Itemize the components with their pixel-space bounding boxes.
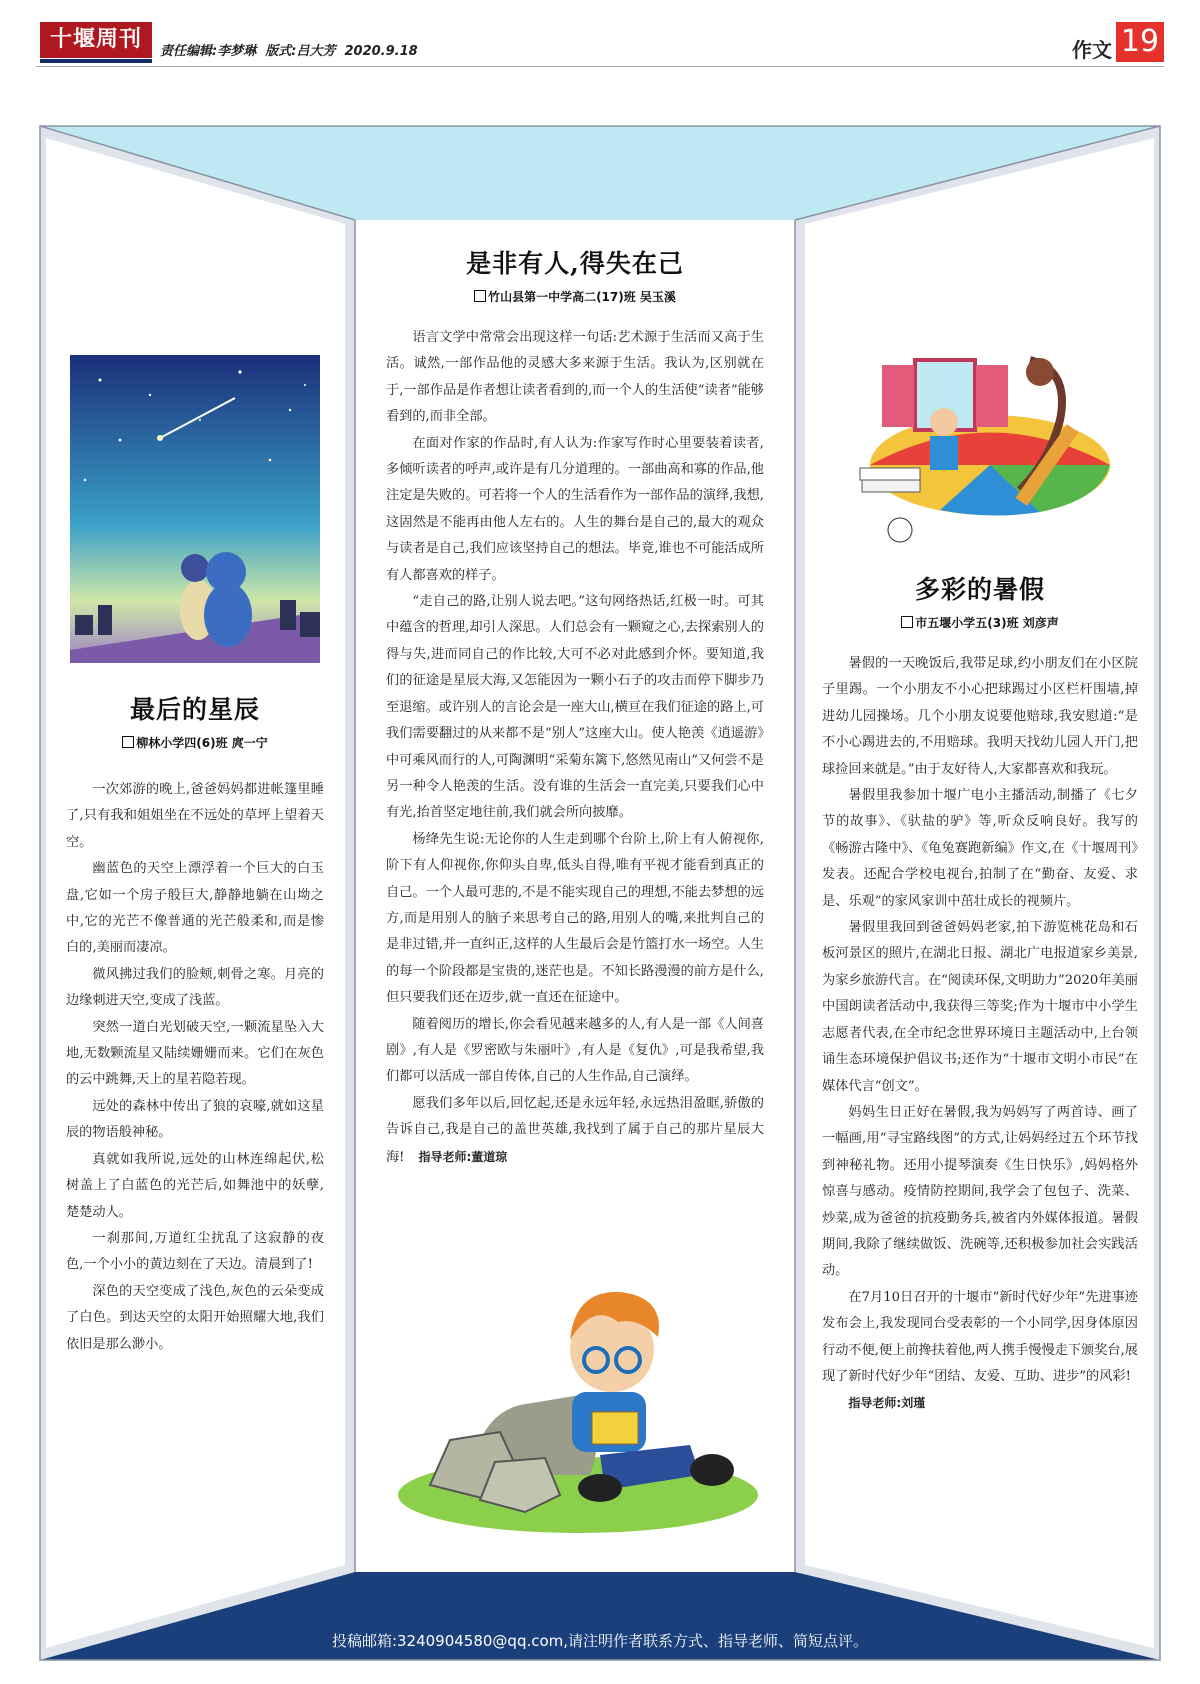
paragraph: 语言文学中常常会出现这样一句话:艺术源于生活而又高于生活。诚然,一部作品他的灵感大多来源于生活。我认为,区别就在于,一部作品是作者想让读者看到的,而一个人的生活使“读者”能够看到的,而非全部。	[386, 330, 764, 425]
byline-box-icon	[122, 736, 134, 748]
paragraph: 暑假里我回到爸爸妈妈老家,拍下游览桃花岛和石板河景区的照片,在湖北日报、湖北广电报道家乡美景,为家乡旅游代言。在“阅读环保,文明助力”2020年美丽中国朗读者活动中,我获得三等奖;作为十堰市中小学生志愿者代表,在全市纪念世界环境日主题活动中,上台领诵生态环境保护倡议书;还作为“十堰市文明小市民”在媒体代言“创文”。	[822, 920, 1138, 1094]
paragraph: 妈妈生日正好在暑假,我为妈妈写了两首诗、画了一幅画,用“寻宝路线图”的方式,让妈妈经过五个环节找到神秘礼物。还用小提琴演奏《生日快乐》,妈妈格外惊喜与感动。疫情防控期间,我学会了包包子、洗菜、炒菜,成为爸爸的抗疫勤务兵,被省内外媒体报道。暑假期间,我除了继续做饭、洗碗等,还积极参加社会实践活动。	[822, 1104, 1138, 1279]
paragraph: 幽蓝色的天空上漂浮着一个巨大的白玉盘,它如一个房子般巨大,静静地躺在山坳之中,它的光芒不像普通的光芒般柔和,而是惨白的,美丽而凄凉。	[66, 861, 324, 956]
paragraph: 在面对作家的作品时,有人认为:作家写作时心里要装着读者,多倾听读者的呼声,或许是有几分道理的。一部曲高和寡的作品,他注定是失败的。可若将一个人的生活看作为一部作品的演绎,我想,这固然是不能再由他人左右的。人生的舞台是自己的,最大的观众与读者是自己,我们应该坚持自己的想法。毕竟,谁也不可能活成所有人都喜欢的样子。	[386, 435, 764, 583]
section-title: 作文	[1072, 38, 1112, 62]
center-article-body	[386, 325, 764, 1171]
right-article-body	[822, 651, 1138, 1418]
right-article-byline: 市五堰小学五(3)班 刘彦声	[822, 614, 1138, 631]
center-article-byline: 竹山县第一中学高二(17)班 吴玉溪	[386, 288, 764, 305]
starry-night-illustration	[70, 355, 320, 663]
paragraph: 杨绛先生说:无论你的人生走到哪个台阶上,阶上有人俯视你,阶下有人仰视你,你仰头自卑,低头自得,唯有平视才能看到真正的自己。一个人最可悲的,不是不能实现自己的理想,不能去梦想的远方,而是用别人的脑子来思考自己的路,用别人的嘴,来批判自己的是非过错,并一直纠正,这样的人生最后会是竹篮打水一场空。人生的每一个阶段都是宝贵的,迷茫也是。不知长路漫漫的前方是什么,但只要我们还在迈步,就一直还在征途中。	[386, 831, 764, 1006]
left-article	[66, 690, 324, 1358]
paragraph: 暑假的一天晚饭后,我带足球,约小朋友们在小区院子里踢。一个小朋友不小心把球踢过小区栏杆围墙,掉进幼儿园操场。几个小朋友说要他赔球,我安慰道:“是不小心踢进去的,不用赔球。我明天找幼儿园人开门,把球捡回来就是。”由于友好待人,大家都喜欢和我玩。	[822, 656, 1138, 777]
left-article-title: 最后的星辰	[129, 695, 260, 724]
center-teacher: 指导老师:董道琼	[418, 1149, 508, 1164]
paragraph: 远处的森林中传出了狼的哀嚎,就如这星辰的物语般神秘。	[66, 1098, 324, 1141]
byline-box-icon	[901, 616, 913, 628]
paragraph: 愿我们多年以后,回忆起,还是永远年轻,永远热泪盈眶,骄傲的告诉自己,我是自己的盖世英雄,我找到了属于自己的那片星辰大海! 指导老师:董道琼	[386, 1095, 764, 1165]
center-article	[386, 244, 764, 1171]
left-article-byline: 柳林小学四(6)班 庹一宁	[66, 734, 324, 751]
byline-box-icon	[474, 290, 486, 302]
submission-footer: 投稿邮箱:3240904580@qq.com,请注明作者联系方式、指导老师、简短点评。	[331, 1632, 869, 1650]
right-article	[822, 570, 1138, 1418]
paragraph: 随着阅历的增长,你会看见越来越多的人,有人是一部《人间喜剧》,有人是《罗密欧与朱丽叶》,有人是《复仇》,可是我希望,我们都可以活成一部自传体,自己的人生作品,自己演绎。	[386, 1016, 764, 1085]
right-article-title: 多彩的暑假	[914, 575, 1045, 604]
paragraph: 一刹那间,万道红尘扰乱了这寂静的夜色,一个小小的黄边刻在了天边。清晨到了!	[66, 1230, 324, 1273]
center-article-title: 是非有人,得失在己	[466, 249, 684, 278]
paragraph: “走自己的路,让别人说去吧。”这句网络热话,红极一时。可其中蕴含的哲理,却引人深思。人们总会有一颗窥之心,去探索别人的得与失,进而同自己的作比较,大可不必对此感到介怀。要知道,我们的征途是星辰大海,又怎能因为一颗小石子的攻击而停下脚步乃至退缩。或许别人的言论会是一座大山,横亘在我们征途的路上,可我们需要翻过的从来都不是“别人”这座大山。使人艳羡《逍遥游》中可乘风而行的人,可陶渊明“采菊东篱下,悠然见南山”又何尝不是另一种令人艳羡的生活。没有谁的生活会一直完美,只要我们心中有光,抬首坚定地往前,我们就会所向披靡。	[386, 594, 764, 821]
paragraph: 真就如我所说,远处的山林连绵起伏,松树盖上了白蓝色的光芒后,如舞池中的妖孽,楚楚动人。	[66, 1151, 324, 1220]
paragraph: 在7月10日召开的十堰市“新时代好少年”先进事迹发布会上,我发现同台受表彰的一个小同学,因身体原因行动不便,便上前搀扶着他,两人携手慢慢走下颁奖台,展现了新时代好少年“团结、友爱、互助、进步”的风彩!	[822, 1289, 1138, 1384]
page-number: 19	[1116, 22, 1164, 62]
paragraph: 暑假里我参加十堰广电小主播活动,制播了《七夕节的故事》、《驮盐的驴》等,听众反响良好。我写的《畅游古隆中》、《龟兔赛跑新编》作文,在《十堰周刊》发表。还配合学校电视台,拍制了在“勤奋、友爱、求是、乐观”的家风家训中茁壮成长的视频片。	[822, 788, 1138, 909]
paragraph: 突然一道白光划破天空,一颗流星坠入大地,无数颗流星又陆续姗姗而来。它们在灰色的云中跳舞,天上的星若隐若现。	[66, 1019, 324, 1088]
reading-boy-illustration	[390, 1292, 758, 1537]
paragraph: 一次郊游的晚上,爸爸妈妈都进帐篷里睡了,只有我和姐姐坐在不远处的草坪上望着天空。	[66, 782, 324, 850]
editors-line: 责任编辑:李梦琳 版式:吕大芳 2020.9.18	[160, 44, 418, 59]
paragraph: 深色的天空变成了浅色,灰色的云朵变成了白色。到达天空的太阳开始照耀大地,我们依旧是那么渺小。	[66, 1283, 324, 1352]
newspaper-logo: 十堰周刊	[40, 22, 152, 58]
left-article-body	[66, 777, 324, 1358]
right-teacher: 指导老师:刘瑾	[848, 1396, 926, 1411]
paragraph: 微风拂过我们的脸颊,刺骨之寒。月亮的边缘刺进天空,变成了浅蓝。	[66, 966, 324, 1009]
